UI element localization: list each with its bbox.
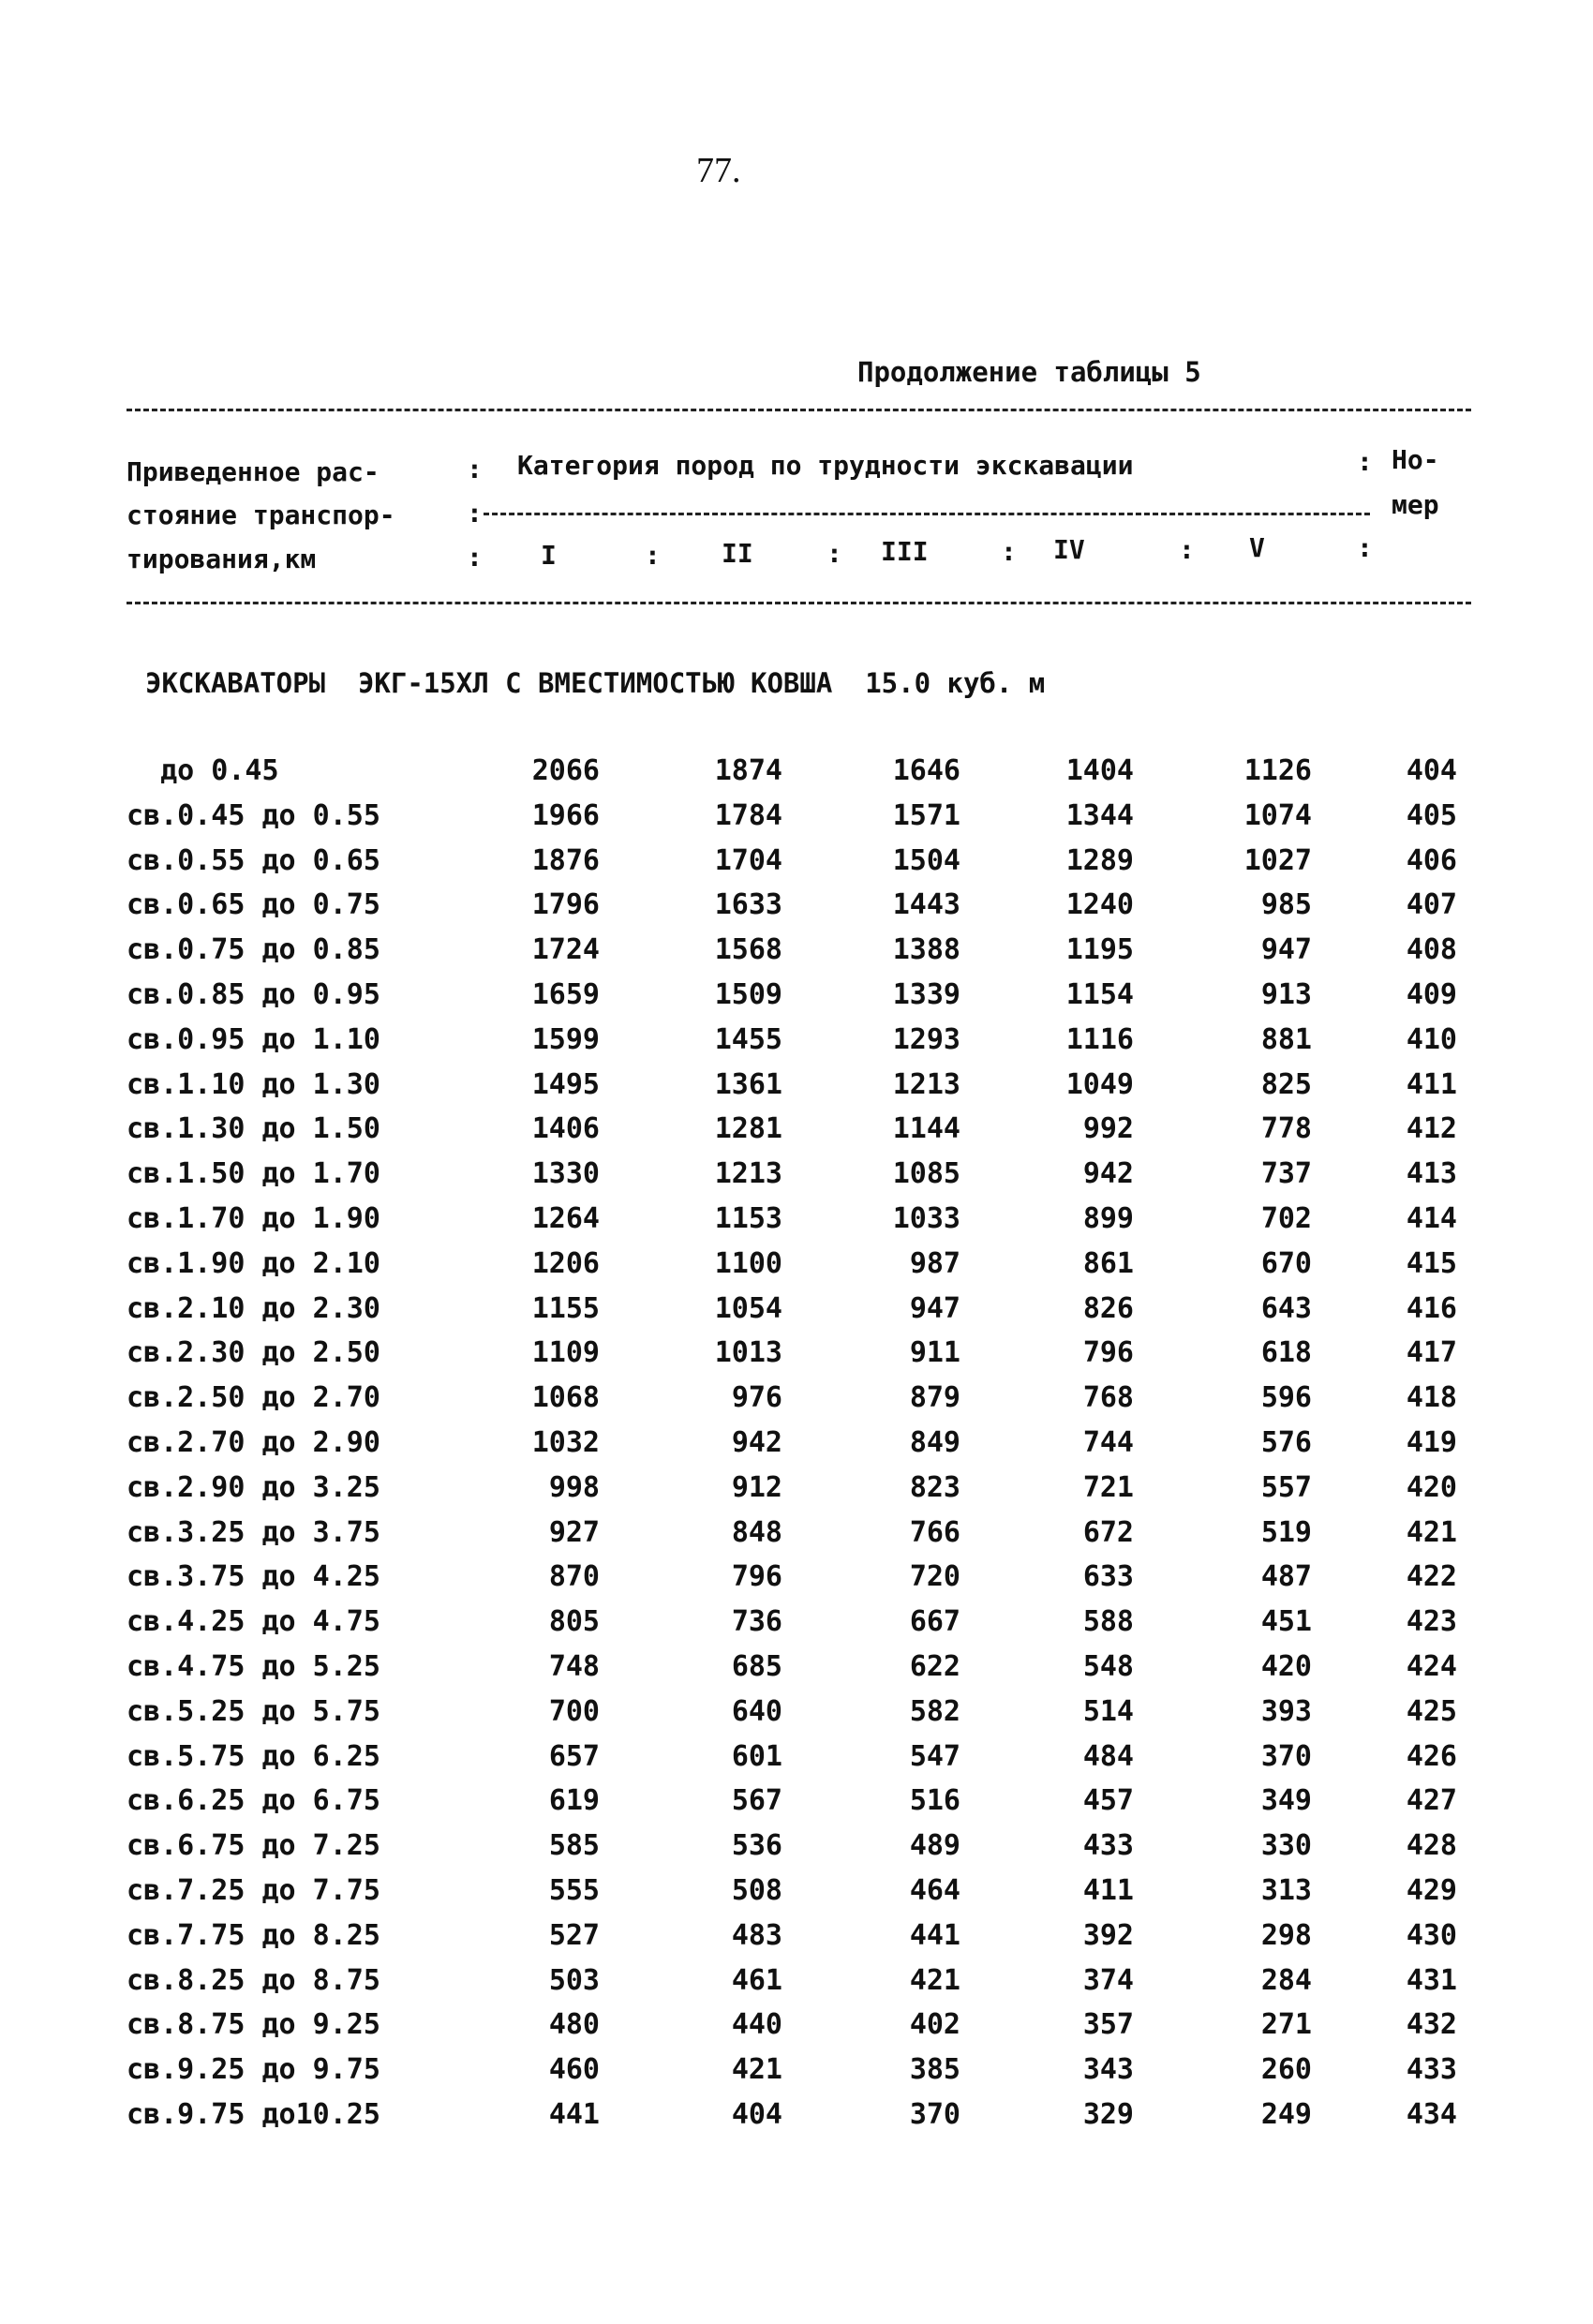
- header-distance-line2: стояние транспор-: [127, 499, 395, 530]
- category-ii-cell: 640: [731, 1694, 782, 1728]
- category-iv-cell: 1344: [1065, 798, 1134, 832]
- category-i-cell: 2066: [531, 754, 600, 787]
- category-v-cell: 881: [1260, 1022, 1312, 1056]
- number-cell: 427: [1406, 1784, 1457, 1818]
- category-i-cell: 503: [548, 1963, 600, 1997]
- number-cell: 433: [1406, 2053, 1457, 2087]
- category-v-cell: 487: [1260, 1560, 1312, 1594]
- category-iv-cell: 457: [1082, 1784, 1134, 1818]
- header-separator: :: [1179, 534, 1195, 565]
- table-row: [0, 1605, 1593, 1650]
- header-category-v: V: [1249, 532, 1265, 563]
- table-row: [0, 2098, 1593, 2143]
- category-i-cell: 998: [548, 1470, 600, 1504]
- category-i-cell: 870: [548, 1560, 600, 1594]
- category-v-cell: 349: [1260, 1784, 1312, 1818]
- category-v-cell: 557: [1260, 1470, 1312, 1504]
- table-continuation-title: Продолжение таблицы 5: [857, 356, 1201, 388]
- category-i-cell: 805: [548, 1605, 600, 1639]
- category-iii-cell: 402: [909, 2008, 960, 2042]
- category-ii-cell: 1100: [714, 1246, 782, 1280]
- number-cell: 404: [1406, 754, 1457, 787]
- category-ii-cell: 976: [731, 1381, 782, 1415]
- category-v-cell: 249: [1260, 2097, 1312, 2131]
- table-row: [0, 888, 1593, 933]
- category-iv-cell: 721: [1082, 1470, 1134, 1504]
- category-i-cell: 657: [548, 1739, 600, 1773]
- number-cell: 417: [1406, 1336, 1457, 1370]
- category-ii-cell: 685: [731, 1649, 782, 1683]
- category-iii-cell: 1033: [892, 1201, 960, 1235]
- header-distance-line3: тирования,км: [127, 544, 317, 574]
- category-ii-cell: 1455: [714, 1022, 782, 1056]
- category-iii-cell: 987: [909, 1246, 960, 1280]
- category-iii-cell: 1646: [892, 754, 960, 787]
- table-row: [0, 1964, 1593, 2009]
- header-category-i: I: [541, 540, 557, 571]
- table-row: [0, 1919, 1593, 1964]
- number-cell: 409: [1406, 977, 1457, 1011]
- header-category-iv: IV: [1053, 534, 1085, 565]
- header-separator: :: [467, 498, 483, 529]
- category-ii-cell: 1509: [714, 977, 782, 1011]
- number-cell: 428: [1406, 1829, 1457, 1863]
- category-iii-cell: 489: [909, 1829, 960, 1863]
- category-iv-cell: 374: [1082, 1963, 1134, 1997]
- category-v-cell: 1126: [1243, 754, 1312, 787]
- category-iii-cell: 766: [909, 1515, 960, 1549]
- number-cell: 421: [1406, 1515, 1457, 1549]
- number-cell: 425: [1406, 1694, 1457, 1728]
- category-ii-cell: 736: [731, 1605, 782, 1639]
- category-iii-cell: 622: [909, 1649, 960, 1683]
- distance-cell: св.7.75 до 8.25: [127, 1918, 380, 1952]
- category-i-cell: 1659: [531, 977, 600, 1011]
- category-i-cell: 700: [548, 1694, 600, 1728]
- category-i-cell: 1966: [531, 798, 600, 832]
- category-i-cell: 927: [548, 1515, 600, 1549]
- category-ii-cell: 912: [731, 1470, 782, 1504]
- table-row: [0, 1112, 1593, 1157]
- category-iii-cell: 1339: [892, 977, 960, 1011]
- table-row: [0, 1068, 1593, 1113]
- distance-cell: св.5.75 до 6.25: [127, 1739, 380, 1773]
- header-separator: :: [1357, 532, 1373, 563]
- distance-cell: св.9.25 до 9.75: [127, 2053, 380, 2087]
- distance-cell: св.1.10 до 1.30: [127, 1067, 380, 1101]
- category-iv-cell: 992: [1082, 1112, 1134, 1146]
- category-ii-cell: 796: [731, 1560, 782, 1594]
- header-category-title: Категория пород по трудности экскавации: [517, 450, 1134, 481]
- category-i-cell: 555: [548, 1873, 600, 1907]
- category-iii-cell: 1213: [892, 1067, 960, 1101]
- category-v-cell: 825: [1260, 1067, 1312, 1101]
- table-row: [0, 2053, 1593, 2098]
- category-iii-cell: 1388: [892, 933, 960, 967]
- category-ii-cell: 848: [731, 1515, 782, 1549]
- category-iii-cell: 879: [909, 1381, 960, 1415]
- number-cell: 430: [1406, 1918, 1457, 1952]
- header-separator: :: [1357, 446, 1373, 477]
- category-v-cell: 618: [1260, 1336, 1312, 1370]
- category-ii-cell: 1361: [714, 1067, 782, 1101]
- header-category-iii: III: [881, 536, 929, 567]
- category-iv-cell: 942: [1082, 1157, 1134, 1191]
- category-iii-cell: 911: [909, 1336, 960, 1370]
- category-iii-cell: 370: [909, 2097, 960, 2131]
- distance-cell: св.5.25 до 5.75: [127, 1694, 380, 1728]
- distance-cell: св.0.85 до 0.95: [127, 977, 380, 1011]
- distance-cell: св.0.95 до 1.10: [127, 1022, 380, 1056]
- category-iii-cell: 385: [909, 2053, 960, 2087]
- header-category-ii: II: [722, 538, 753, 569]
- distance-cell: до 0.45: [127, 754, 279, 787]
- category-v-cell: 451: [1260, 1605, 1312, 1639]
- category-ii-cell: 404: [731, 2097, 782, 2131]
- category-v-cell: 576: [1260, 1425, 1312, 1459]
- category-iv-cell: 588: [1082, 1605, 1134, 1639]
- table-row: [0, 933, 1593, 978]
- category-i-cell: 1109: [531, 1336, 600, 1370]
- category-iv-cell: 899: [1082, 1201, 1134, 1235]
- category-v-cell: 313: [1260, 1873, 1312, 1907]
- header-inner-rule: [484, 513, 1370, 515]
- table-row: [0, 799, 1593, 844]
- category-v-cell: 284: [1260, 1963, 1312, 1997]
- category-iii-cell: 1144: [892, 1112, 960, 1146]
- distance-cell: св.4.75 до 5.25: [127, 1649, 380, 1683]
- category-ii-cell: 461: [731, 1963, 782, 1997]
- category-iii-cell: 947: [909, 1291, 960, 1325]
- category-i-cell: 619: [548, 1784, 600, 1818]
- table-header-bottom-rule: [127, 602, 1471, 604]
- table-row: [0, 1202, 1593, 1247]
- number-cell: 406: [1406, 843, 1457, 877]
- category-ii-cell: 508: [731, 1873, 782, 1907]
- category-v-cell: 985: [1260, 888, 1312, 922]
- table-body: [0, 754, 1593, 2143]
- category-ii-cell: 483: [731, 1918, 782, 1952]
- header-number-line2: мер: [1392, 489, 1439, 520]
- number-cell: 415: [1406, 1246, 1457, 1280]
- category-i-cell: 480: [548, 2008, 600, 2042]
- category-i-cell: 585: [548, 1829, 600, 1863]
- category-v-cell: 1074: [1243, 798, 1312, 832]
- header-separator: :: [1001, 536, 1017, 567]
- category-iv-cell: 1240: [1065, 888, 1134, 922]
- number-cell: 429: [1406, 1873, 1457, 1907]
- distance-cell: св.4.25 до 4.75: [127, 1605, 380, 1639]
- category-i-cell: 460: [548, 2053, 600, 2087]
- category-iv-cell: 357: [1082, 2008, 1134, 2042]
- category-ii-cell: 1784: [714, 798, 782, 832]
- category-iv-cell: 672: [1082, 1515, 1134, 1549]
- category-iv-cell: 744: [1082, 1425, 1134, 1459]
- table-row: [0, 1023, 1593, 1068]
- header-distance-line1: Приведенное рас-: [127, 456, 380, 487]
- number-cell: 419: [1406, 1425, 1457, 1459]
- category-ii-cell: 1281: [714, 1112, 782, 1146]
- distance-cell: св.0.65 до 0.75: [127, 888, 380, 922]
- category-v-cell: 370: [1260, 1739, 1312, 1773]
- category-iii-cell: 720: [909, 1560, 960, 1594]
- category-iv-cell: 329: [1082, 2097, 1134, 2131]
- number-cell: 418: [1406, 1381, 1457, 1415]
- distance-cell: св.3.75 до 4.25: [127, 1560, 380, 1594]
- category-v-cell: 947: [1260, 933, 1312, 967]
- table-row: [0, 1471, 1593, 1516]
- distance-cell: св.1.90 до 2.10: [127, 1246, 380, 1280]
- table-row: [0, 1874, 1593, 1919]
- header-separator: :: [467, 542, 483, 573]
- category-iii-cell: 1293: [892, 1022, 960, 1056]
- category-ii-cell: 1054: [714, 1291, 782, 1325]
- category-iv-cell: 1116: [1065, 1022, 1134, 1056]
- header-separator: :: [467, 454, 483, 484]
- category-iii-cell: 823: [909, 1470, 960, 1504]
- distance-cell: св.1.50 до 1.70: [127, 1157, 380, 1191]
- category-i-cell: 1495: [531, 1067, 600, 1101]
- category-v-cell: 330: [1260, 1829, 1312, 1863]
- category-iii-cell: 849: [909, 1425, 960, 1459]
- category-iii-cell: 582: [909, 1694, 960, 1728]
- category-iii-cell: 547: [909, 1739, 960, 1773]
- distance-cell: св.6.75 до 7.25: [127, 1829, 380, 1863]
- section-title: ЭКСКАВАТОРЫ ЭКГ-15ХЛ С ВМЕСТИМОСТЬЮ КОВША 15.0 куб. м: [145, 667, 1046, 699]
- table-row: [0, 1829, 1593, 1874]
- table-row: [0, 1381, 1593, 1426]
- category-iii-cell: 464: [909, 1873, 960, 1907]
- category-iv-cell: 1404: [1065, 754, 1134, 787]
- header-separator: :: [826, 538, 842, 569]
- category-ii-cell: 1704: [714, 843, 782, 877]
- number-cell: 411: [1406, 1067, 1457, 1101]
- category-v-cell: 737: [1260, 1157, 1312, 1191]
- category-iii-cell: 516: [909, 1784, 960, 1818]
- category-i-cell: 1796: [531, 888, 600, 922]
- category-i-cell: 527: [548, 1918, 600, 1952]
- category-ii-cell: 1213: [714, 1157, 782, 1191]
- number-cell: 408: [1406, 933, 1457, 967]
- number-cell: 412: [1406, 1112, 1457, 1146]
- category-i-cell: 1724: [531, 933, 600, 967]
- table-row: [0, 1157, 1593, 1202]
- category-ii-cell: 1013: [714, 1336, 782, 1370]
- distance-cell: св.2.90 до 3.25: [127, 1470, 380, 1504]
- category-iv-cell: 1195: [1065, 933, 1134, 967]
- category-iii-cell: 1571: [892, 798, 960, 832]
- page-number: 77.: [696, 151, 741, 190]
- category-v-cell: 519: [1260, 1515, 1312, 1549]
- category-iii-cell: 1085: [892, 1157, 960, 1191]
- category-iii-cell: 1443: [892, 888, 960, 922]
- category-i-cell: 1876: [531, 843, 600, 877]
- table-row: [0, 1426, 1593, 1471]
- number-cell: 405: [1406, 798, 1457, 832]
- category-iv-cell: 392: [1082, 1918, 1134, 1952]
- category-iii-cell: 1504: [892, 843, 960, 877]
- category-v-cell: 643: [1260, 1291, 1312, 1325]
- distance-cell: св.2.70 до 2.90: [127, 1425, 380, 1459]
- number-cell: 426: [1406, 1739, 1457, 1773]
- distance-cell: св.6.25 до 6.75: [127, 1784, 380, 1818]
- category-iv-cell: 433: [1082, 1829, 1134, 1863]
- table-row: [0, 978, 1593, 1023]
- category-v-cell: 393: [1260, 1694, 1312, 1728]
- category-i-cell: 1068: [531, 1381, 600, 1415]
- category-ii-cell: 1153: [714, 1201, 782, 1235]
- table-row: [0, 1292, 1593, 1337]
- number-cell: 423: [1406, 1605, 1457, 1639]
- category-iv-cell: 484: [1082, 1739, 1134, 1773]
- category-iv-cell: 343: [1082, 2053, 1134, 2087]
- number-cell: 420: [1406, 1470, 1457, 1504]
- category-i-cell: 1206: [531, 1246, 600, 1280]
- distance-cell: св.1.30 до 1.50: [127, 1112, 380, 1146]
- category-ii-cell: 421: [731, 2053, 782, 2087]
- distance-cell: св.0.45 до 0.55: [127, 798, 380, 832]
- category-iv-cell: 514: [1082, 1694, 1134, 1728]
- category-i-cell: 1330: [531, 1157, 600, 1191]
- category-v-cell: 702: [1260, 1201, 1312, 1235]
- table-row: [0, 844, 1593, 889]
- number-cell: 424: [1406, 1649, 1457, 1683]
- category-v-cell: 1027: [1243, 843, 1312, 877]
- distance-cell: св.7.25 до 7.75: [127, 1873, 380, 1907]
- table-row: [0, 754, 1593, 799]
- category-ii-cell: 567: [731, 1784, 782, 1818]
- category-i-cell: 441: [548, 2097, 600, 2131]
- table-row: [0, 1695, 1593, 1740]
- category-ii-cell: 601: [731, 1739, 782, 1773]
- distance-cell: св.9.75 до10.25: [127, 2097, 380, 2131]
- category-iv-cell: 826: [1082, 1291, 1134, 1325]
- table-row: [0, 1336, 1593, 1381]
- category-v-cell: 271: [1260, 2008, 1312, 2042]
- table-row: [0, 2008, 1593, 2053]
- number-cell: 407: [1406, 888, 1457, 922]
- category-i-cell: 1032: [531, 1425, 600, 1459]
- category-i-cell: 748: [548, 1649, 600, 1683]
- category-iv-cell: 633: [1082, 1560, 1134, 1594]
- table-row: [0, 1560, 1593, 1605]
- distance-cell: св.2.50 до 2.70: [127, 1381, 380, 1415]
- distance-cell: св.8.75 до 9.25: [127, 2008, 380, 2042]
- header-number-line1: Но-: [1392, 444, 1439, 475]
- number-cell: 422: [1406, 1560, 1457, 1594]
- category-i-cell: 1599: [531, 1022, 600, 1056]
- category-iv-cell: 1049: [1065, 1067, 1134, 1101]
- category-ii-cell: 536: [731, 1829, 782, 1863]
- category-i-cell: 1264: [531, 1201, 600, 1235]
- category-v-cell: 298: [1260, 1918, 1312, 1952]
- category-iii-cell: 441: [909, 1918, 960, 1952]
- number-cell: 416: [1406, 1291, 1457, 1325]
- category-ii-cell: 1874: [714, 754, 782, 787]
- number-cell: 434: [1406, 2097, 1457, 2131]
- distance-cell: св.2.30 до 2.50: [127, 1336, 380, 1370]
- number-cell: 431: [1406, 1963, 1457, 1997]
- category-iv-cell: 411: [1082, 1873, 1134, 1907]
- number-cell: 413: [1406, 1157, 1457, 1191]
- category-iii-cell: 667: [909, 1605, 960, 1639]
- category-v-cell: 420: [1260, 1649, 1312, 1683]
- category-iii-cell: 421: [909, 1963, 960, 1997]
- category-iv-cell: 1289: [1065, 843, 1134, 877]
- distance-cell: св.0.75 до 0.85: [127, 933, 380, 967]
- category-iv-cell: 548: [1082, 1649, 1134, 1683]
- table-row: [0, 1784, 1593, 1829]
- category-i-cell: 1155: [531, 1291, 600, 1325]
- table-top-rule: [127, 409, 1471, 411]
- category-iv-cell: 796: [1082, 1336, 1134, 1370]
- number-cell: 410: [1406, 1022, 1457, 1056]
- distance-cell: св.3.25 до 3.75: [127, 1515, 380, 1549]
- table-row: [0, 1740, 1593, 1785]
- number-cell: 432: [1406, 2008, 1457, 2042]
- category-ii-cell: 1568: [714, 933, 782, 967]
- category-v-cell: 670: [1260, 1246, 1312, 1280]
- distance-cell: св.0.55 до 0.65: [127, 843, 380, 877]
- distance-cell: св.8.25 до 8.75: [127, 1963, 380, 1997]
- category-v-cell: 778: [1260, 1112, 1312, 1146]
- category-iv-cell: 768: [1082, 1381, 1134, 1415]
- category-ii-cell: 1633: [714, 888, 782, 922]
- category-iv-cell: 1154: [1065, 977, 1134, 1011]
- table-row: [0, 1516, 1593, 1561]
- distance-cell: св.1.70 до 1.90: [127, 1201, 380, 1235]
- category-v-cell: 913: [1260, 977, 1312, 1011]
- category-iv-cell: 861: [1082, 1246, 1134, 1280]
- table-row: [0, 1650, 1593, 1695]
- header-separator: :: [645, 540, 661, 571]
- category-v-cell: 596: [1260, 1381, 1312, 1415]
- category-v-cell: 260: [1260, 2053, 1312, 2087]
- category-i-cell: 1406: [531, 1112, 600, 1146]
- category-ii-cell: 942: [731, 1425, 782, 1459]
- category-ii-cell: 440: [731, 2008, 782, 2042]
- table-row: [0, 1247, 1593, 1292]
- distance-cell: св.2.10 до 2.30: [127, 1291, 380, 1325]
- number-cell: 414: [1406, 1201, 1457, 1235]
